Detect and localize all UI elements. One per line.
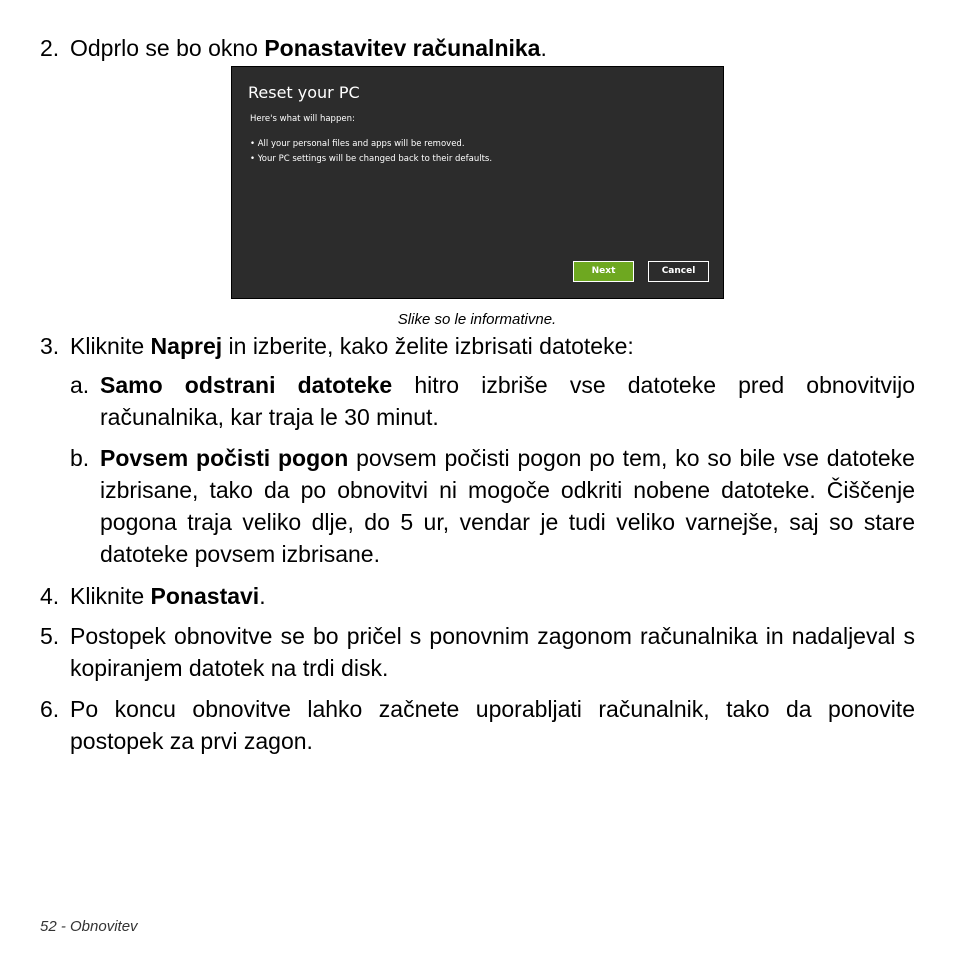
step-number: 2. bbox=[40, 35, 60, 61]
step-number: 4. bbox=[40, 583, 60, 609]
step-2 bbox=[40, 32, 915, 64]
page-footer: 52 - Obnovitev bbox=[40, 918, 138, 935]
step-3b bbox=[70, 442, 915, 570]
bold-term: Naprej bbox=[150, 333, 223, 359]
next-button: Next bbox=[573, 261, 634, 282]
step-number: 5. bbox=[40, 623, 60, 649]
dialog-title: Reset your PC bbox=[248, 83, 360, 102]
cancel-button: Cancel bbox=[648, 261, 709, 282]
step-text: Kliknite Ponastavi. bbox=[70, 583, 266, 609]
dialog-intro: Here's what will happen: bbox=[250, 114, 355, 124]
step-text: Odprlo se bo okno Ponastavitev računalnika. bbox=[70, 35, 547, 61]
step-text: Povsem počisti pogon povsem počisti pogon po tem, ko so bile vse datoteke izbrisane, tako da po obnovitvi ni mogoče odkriti nobene datoteke. Čiščenje pogona traja veliko dlje, do 5 ur, vendar je tudi veliko varnejše, saj so stare datoteke povsem izbrisane. bbox=[100, 445, 915, 567]
step-4 bbox=[40, 580, 915, 612]
step-text: Postopek obnovitve se bo pričel s ponovnim zagonom računalnika in nadaljeval s kopiranjem datotek na trdi disk. bbox=[70, 623, 915, 681]
step-number: a. bbox=[70, 372, 90, 398]
step-3a bbox=[70, 369, 915, 433]
bold-term: Samo odstrani datoteke bbox=[100, 372, 393, 398]
dialog-bullet: • All your personal files and apps will be removed. bbox=[250, 137, 492, 152]
dialog-bullet-list bbox=[250, 137, 492, 167]
step-3 bbox=[40, 330, 915, 362]
step-number: 6. bbox=[40, 696, 60, 722]
image-caption: Slike so le informativne. bbox=[397, 311, 557, 328]
bold-term: Ponastavi bbox=[150, 583, 260, 609]
dialog-bullet: • Your PC settings will be changed back to their defaults. bbox=[250, 152, 492, 167]
step-number: 3. bbox=[40, 333, 60, 359]
reset-pc-dialog-screenshot bbox=[231, 66, 724, 299]
step-5 bbox=[40, 620, 915, 684]
step-text: Samo odstrani datoteke hitro izbriše vse datoteke pred obnovitvijo računalnika, kar traja le 30 minut. bbox=[100, 372, 915, 430]
step-text: Po koncu obnovitve lahko začnete uporabljati računalnik, tako da ponovite postopek za prvi zagon. bbox=[70, 696, 915, 754]
bold-term: Ponastavitev računalnika bbox=[264, 35, 541, 61]
bold-term: Povsem počisti pogon bbox=[100, 445, 349, 471]
step-text: Kliknite Naprej in izberite, kako želite izbrisati datoteke: bbox=[70, 333, 634, 359]
step-6 bbox=[40, 693, 915, 757]
step-number: b. bbox=[70, 445, 90, 471]
